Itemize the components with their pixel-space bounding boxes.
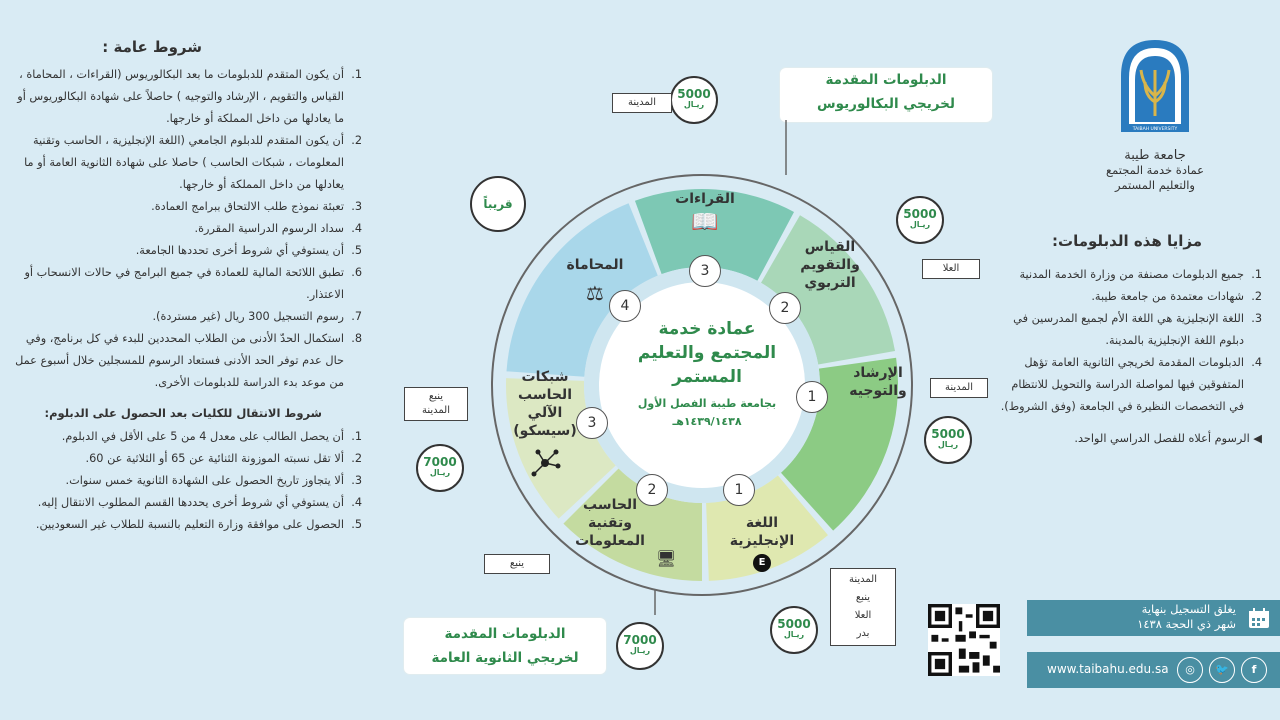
list-item (10, 514, 362, 536)
price-english (770, 606, 818, 654)
segment-quraat-label: القراءات (675, 191, 735, 207)
segment-qiyas-label1: القياس (804, 239, 856, 255)
list-item (1000, 264, 1262, 286)
university-name-block (1080, 148, 1230, 193)
list-item-number: 3. (351, 200, 362, 213)
list-item-text: سداد الرسوم الدراسية المقررة. (194, 222, 344, 235)
price-currency: ريـال (683, 100, 705, 109)
facebook-icon[interactable]: f (1241, 657, 1267, 683)
registration-bar (1027, 600, 1280, 636)
list-item-text: تطبق اللائحة المالية للعمادة في جميع البرامج في حالات الانسحاب أو الاعتذار. (24, 266, 344, 301)
fees-note (1000, 432, 1262, 445)
num-irshad: 1 (796, 381, 828, 413)
list-item (10, 240, 362, 262)
list-item (10, 196, 362, 218)
computer-icon: 🖥 (656, 549, 677, 568)
list-item (1000, 286, 1262, 308)
list-item-text: الدبلومات المقدمة لخريجي الثانوية العامة تؤهل المتفوقين فيها لمواصلة الدراسة والتحويل للانتظام في التخصصات النظيرة في الجامعة (وفق الشروط). (1000, 356, 1244, 413)
calendar-icon (1248, 607, 1270, 629)
general-conditions-title: شروط عامة : (102, 38, 202, 56)
segment-cisco-label2: الحاسب الآلي (518, 387, 572, 421)
list-item-number: 1. (1251, 268, 1262, 281)
price-irshad (924, 416, 972, 464)
english-icon: E (753, 554, 771, 572)
triangle-icon: ◀ (1249, 432, 1262, 445)
location-english (830, 568, 896, 646)
list-item-number: 4. (351, 222, 362, 235)
segment-computer[interactable] (570, 496, 650, 550)
segment-english[interactable] (722, 514, 802, 572)
list-item-text: أن يستوفي أي شروط أخرى يحددها القسم المطلوب الانتقال إليه. (37, 496, 344, 509)
list-item-number: 5. (351, 244, 362, 257)
price-currency: ريـال (629, 646, 651, 655)
price-currency: ريـال (937, 440, 959, 449)
num-cisco: 3 (576, 407, 608, 439)
list-item-text: استكمال الحدّ الأدنى من الطلاب المحددين للبدء في كل برنامج، وفي حال عدم توفر الحد الأدنى فستعاد الرسوم للمسجلين خلال أسبوع عمل من موعد بدء الدراسة للدبلومات الأخرى. (15, 332, 344, 389)
price-currency: ريـال (909, 220, 931, 229)
list-item-number: 2. (351, 134, 362, 147)
center-line4: بجامعة طيبة الفصل الأول (637, 397, 777, 410)
banner-bottom-line2: لخريجي الثانوية العامة (431, 650, 579, 666)
price-amount: 5000 (777, 617, 811, 631)
advantages-section (1000, 232, 1262, 445)
location-english-4: بدر (856, 628, 870, 639)
list-item (1000, 308, 1262, 352)
price-amount: 7000 (423, 455, 457, 469)
list-item-number: 3. (351, 474, 362, 487)
fees-note-text: الرسوم أعلاه للفصل الدراسي الواحد. (1074, 432, 1250, 445)
deanship-line2: والتعليم المستمر (1115, 178, 1195, 192)
center-title (607, 317, 807, 431)
coming-soon-badge: قريباً (470, 176, 526, 232)
center-line2: المجتمع والتعليم (637, 343, 777, 363)
general-conditions-section (10, 38, 362, 536)
logo-text: TAIBAH UNIVERSITY (1132, 127, 1178, 132)
segment-irshad[interactable] (846, 364, 910, 400)
book-icon: 📖 (691, 210, 719, 235)
registration-text (1137, 602, 1236, 632)
segment-irshad-label1: الإرشاد (853, 365, 903, 381)
list-item-text: أن يستوفي أي شروط أخرى تحددها الجامعة. (135, 244, 344, 257)
num-quraat: 3 (689, 255, 721, 287)
list-item-text: أن يكون المتقدم للدبلوم الجامعي (اللغة الإنجليزية ، الحاسب وتقنية المعلومات ، شبكات الحاسب ) حاصلا على شهادة الثانوية العامة أو ما يعادلها من داخل المملكة أو خارجها. (24, 134, 344, 191)
qr-code[interactable] (928, 604, 1000, 676)
list-item-number: 8. (351, 332, 362, 345)
num-qiyas: 2 (769, 292, 801, 324)
university-logo (1115, 36, 1195, 136)
location-computer: ينبع (484, 554, 550, 574)
num-law: 4 (609, 290, 641, 322)
segment-cisco-label3: (سيسكو) (513, 423, 577, 439)
list-item-number: 1. (351, 68, 362, 81)
center-line5: ١٤٣٩/١٤٣٨هـ (672, 415, 742, 428)
general-conditions-list (10, 64, 362, 394)
list-item-text: تعبئة نموذج طلب الالتحاق ببرامج العمادة. (151, 200, 344, 213)
twitter-icon[interactable]: 🐦 (1209, 657, 1235, 683)
deanship-line1: عمادة خدمة المجتمع (1106, 163, 1204, 177)
location-english-3: العلا (854, 610, 872, 621)
banner-top-line1: الدبلومات المقدمة (825, 72, 947, 88)
list-item-text: الحصول على موافقة وزارة التعليم بالنسبة للطلاب غير السعوديين. (35, 518, 344, 531)
registration-line2: شهر ذي الحجة ١٤٣٨ (1137, 617, 1236, 631)
list-item-text: شهادات معتمدة من جامعة طيبة. (1091, 290, 1244, 303)
num-english: 1 (723, 474, 755, 506)
list-item-number: 1. (351, 430, 362, 443)
website-link[interactable]: www.taibahu.edu.sa (1047, 662, 1169, 676)
list-item (10, 492, 362, 514)
registration-line1: يغلق التسجيل بنهاية (1141, 602, 1236, 616)
list-item (10, 426, 362, 448)
segment-qiyas[interactable] (790, 238, 870, 292)
location-english-2: ينبع (855, 592, 871, 603)
num-computer: 2 (636, 474, 668, 506)
segment-quraat[interactable] (670, 190, 740, 235)
location-english-1: المدينة (848, 574, 878, 585)
list-item-text: أن يحصل الطالب على معدل 4 من 5 على الأقل في الدبلوم. (61, 430, 344, 443)
segment-english-label2: الإنجليزية (729, 533, 795, 549)
list-item-number: 6. (351, 266, 362, 279)
segment-law-label: المحاماة (566, 257, 624, 273)
list-item (10, 306, 362, 328)
list-item-number: 5. (351, 518, 362, 531)
segment-english-label1: اللغة (745, 515, 779, 531)
website-bar (1027, 652, 1280, 688)
network-icon (528, 446, 562, 480)
list-item (10, 448, 362, 470)
transfer-conditions-list (10, 426, 362, 536)
price-amount: 7000 (623, 633, 657, 647)
banner-bottom-line1: الدبلومات المقدمة (444, 626, 566, 642)
location-cisco-1: ينبع (428, 391, 444, 402)
segment-computer-label1: الحاسب (583, 497, 637, 513)
center-line1: عمادة خدمة (658, 319, 756, 339)
advantages-list (1000, 264, 1262, 418)
list-item-text: جميع الدبلومات مصنفة من وزارة الخدمة المدنية (1019, 268, 1244, 281)
price-qiyas (896, 196, 944, 244)
list-item (10, 130, 362, 196)
segment-cisco[interactable] (503, 368, 587, 440)
price-currency: ريـال (429, 468, 451, 477)
list-item-number: 2. (351, 452, 362, 465)
list-item (10, 262, 362, 306)
price-amount: 5000 (903, 207, 937, 221)
segment-irshad-label2: والتوجيه (849, 383, 907, 399)
price-amount: 5000 (931, 427, 965, 441)
segment-qiyas-label2: والتقويم (800, 257, 860, 273)
list-item (10, 328, 362, 394)
university-name: جامعة طيبة (1124, 148, 1186, 163)
segment-qiyas-label3: التربوي (804, 275, 856, 291)
center-line3: المستمر (672, 367, 742, 387)
price-quraat (670, 76, 718, 124)
location-cisco-2: المدينة (421, 405, 451, 416)
advantages-title: مزايا هذه الدبلومات: (1052, 232, 1202, 250)
list-item-text: ألا يتجاوز تاريخ الحصول على الشهادة الثانوية خمس سنوات. (65, 474, 344, 487)
scales-icon: ⚖ (586, 281, 604, 305)
list-item-number: 4. (351, 496, 362, 509)
banner-top-line2: لخريجي البكالوريوس (817, 96, 955, 112)
list-item-text: رسوم التسجيل 300 ريال (غير مستردة). (152, 310, 344, 323)
segment-computer-label2: وتقنية (588, 515, 632, 531)
list-item-number: 7. (351, 310, 362, 323)
list-item-number: 3. (1251, 312, 1262, 325)
segment-cisco-label1: شبكات (521, 369, 569, 385)
price-currency: ريـال (783, 630, 805, 639)
location-quraat: المدينة (612, 93, 672, 113)
price-amount: 5000 (677, 87, 711, 101)
list-item-text: اللغة الإنجليزية هي اللغة الأم لجميع المدرسين في دبلوم اللغة الإنجليزية بالمدينة. (1013, 312, 1244, 347)
list-item-text: أن يكون المتقدم للدبلومات ما بعد البكالوريوس (القراءات ، المحاماة ، القياس والتقويم ، الإرشاد والتوجيه ) حاصلاً على شهادة البكالوريوس أو ما يعادلها من داخل المملكة أو خارجها. (17, 68, 344, 125)
list-item (10, 218, 362, 240)
instagram-icon[interactable]: ◎ (1177, 657, 1203, 683)
location-cisco (404, 387, 468, 421)
list-item-text: ألا تقل نسبته الموزونة الثنائية عن 65 أو الثلاثية عن 60. (85, 452, 344, 465)
location-irshad: المدينة (930, 378, 988, 398)
segment-computer-label3: المعلومات (575, 533, 645, 549)
transfer-conditions-title: شروط الانتقال للكليات بعد الحصول على الدبلوم: (44, 406, 322, 420)
price-computer (616, 622, 664, 670)
location-qiyas: العلا (922, 259, 980, 279)
list-item-number: 4. (1251, 356, 1262, 369)
list-item-number: 2. (1251, 290, 1262, 303)
price-cisco (416, 444, 464, 492)
list-item (10, 64, 362, 130)
list-item (1000, 352, 1262, 418)
list-item (10, 470, 362, 492)
secondary-diplomas-banner (404, 618, 606, 674)
bachelor-diplomas-banner (780, 68, 992, 122)
